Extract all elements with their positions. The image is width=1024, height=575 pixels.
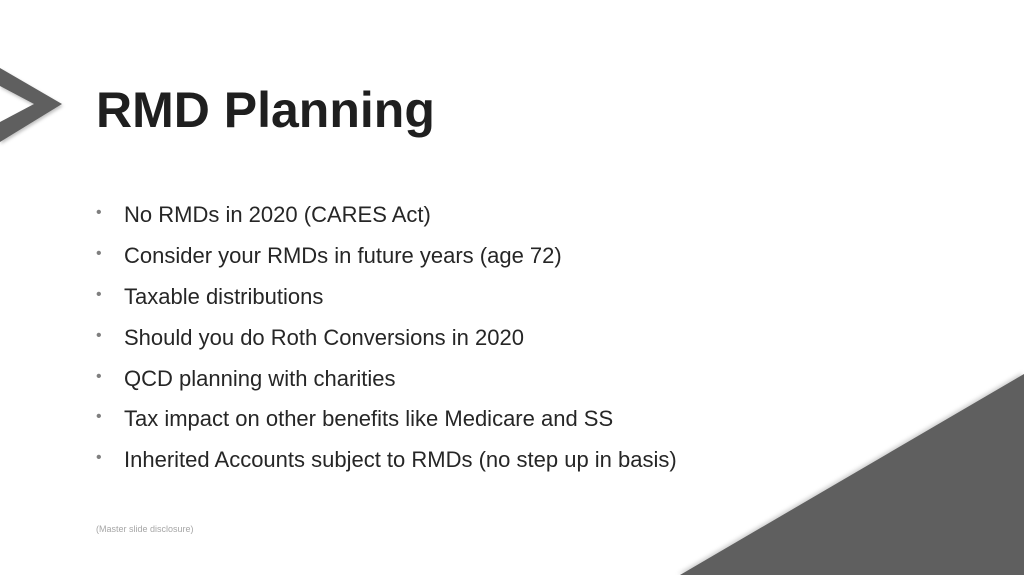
list-item [96,277,677,318]
slide-title: RMD Planning [96,82,435,138]
bullet-text: Tax impact on other benefits like Medicare and SS [124,406,614,432]
list-item [96,195,677,236]
bullet-dot-icon: • [96,204,102,222]
list-item [96,399,677,440]
bullet-text: Should you do Roth Conversions in 2020 [124,324,524,350]
bullet-text: Taxable distributions [124,283,324,309]
list-item [96,440,677,481]
bullet-list [96,195,677,481]
bullet-text: QCD planning with charities [124,365,396,391]
chevron-arrow-icon [0,0,80,160]
list-item [96,358,677,399]
list-item [96,236,677,277]
bullet-dot-icon: • [96,245,102,263]
bullet-text: Inherited Accounts subject to RMDs (no step up in basis) [124,447,677,473]
list-item [96,317,677,358]
bullet-dot-icon: • [96,408,102,426]
bullet-text: Consider your RMDs in future years (age 72) [124,243,562,269]
bullet-text: No RMDs in 2020 (CARES Act) [124,202,431,228]
bullet-dot-icon: • [96,326,102,344]
footer-disclosure: (Master slide disclosure) [96,524,194,534]
bullet-dot-icon: • [96,449,102,467]
bullet-dot-icon: • [96,286,102,304]
bullet-dot-icon: • [96,367,102,385]
